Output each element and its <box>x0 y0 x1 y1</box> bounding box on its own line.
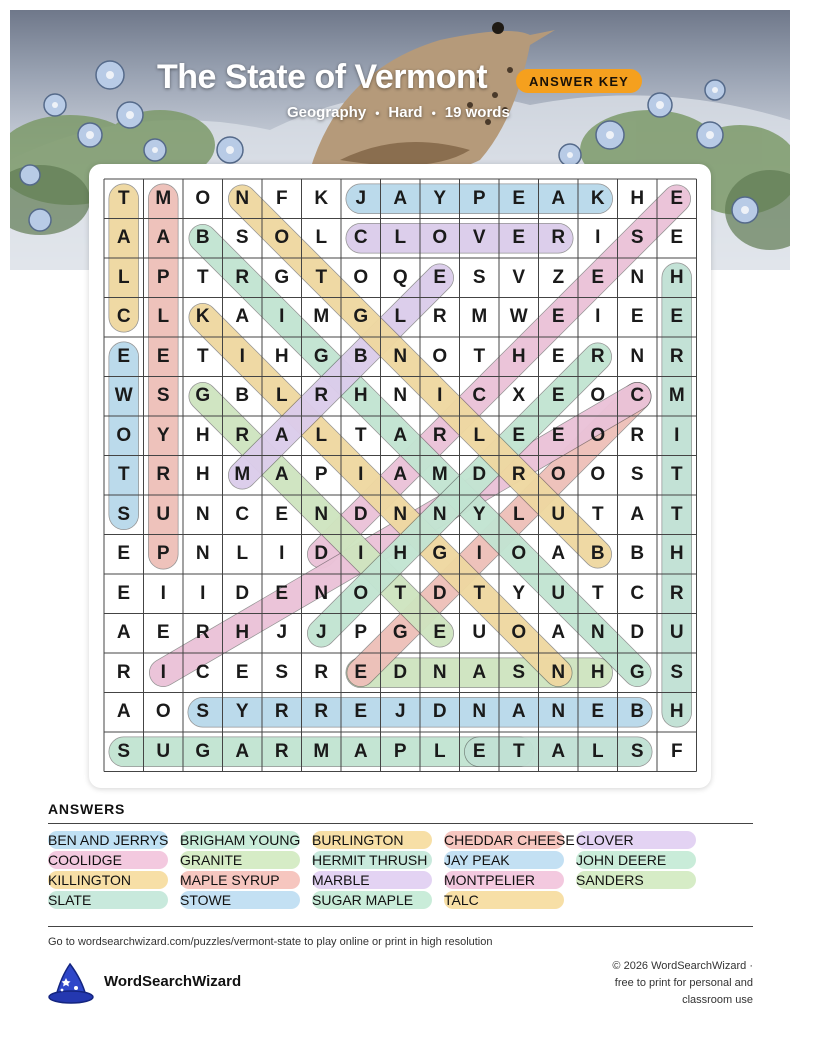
grid-cell[interactable]: O <box>155 701 171 723</box>
grid-cell[interactable]: E <box>512 187 526 209</box>
grid-cell[interactable]: A <box>116 701 131 723</box>
grid-cell[interactable]: E <box>433 266 447 288</box>
grid-cell[interactable]: C <box>630 582 645 604</box>
grid-cell[interactable]: T <box>315 266 328 288</box>
grid-cell[interactable]: I <box>239 345 245 367</box>
grid-cell[interactable]: E <box>354 701 368 723</box>
grid-cell[interactable]: U <box>156 503 171 525</box>
grid-cell[interactable]: C <box>195 661 210 683</box>
grid-cell[interactable]: R <box>590 345 605 367</box>
grid-cell[interactable]: B <box>590 543 605 565</box>
grid-cell[interactable]: Y <box>235 701 249 723</box>
grid-cell[interactable]: B <box>630 543 645 565</box>
grid-cell[interactable]: K <box>195 306 210 328</box>
grid-cell[interactable]: O <box>353 582 369 604</box>
grid-cell[interactable]: E <box>630 306 644 328</box>
answer-word: KILLINGTON <box>48 871 168 889</box>
answer-word: MARBLE <box>312 871 432 889</box>
grid-cell[interactable]: D <box>314 543 329 565</box>
grid-cell[interactable]: N <box>393 385 408 407</box>
word-count-label: 19 words <box>444 104 510 121</box>
grid-cell[interactable]: I <box>437 385 443 407</box>
grid-cell[interactable]: E <box>551 306 565 328</box>
grid-cell[interactable]: M <box>431 464 448 486</box>
grid-cell[interactable]: L <box>236 543 249 565</box>
grid-cell[interactable]: E <box>433 622 447 644</box>
grid-cell[interactable]: R <box>432 424 447 446</box>
grid-cell[interactable]: R <box>156 464 171 486</box>
grid-cell[interactable]: S <box>630 464 644 486</box>
grid-cell[interactable]: D <box>432 701 447 723</box>
grid-cell[interactable]: A <box>551 740 566 762</box>
grid-cell[interactable]: T <box>591 503 604 525</box>
grid-cell[interactable]: H <box>630 187 645 209</box>
grid-cell[interactable]: R <box>274 740 289 762</box>
copyright-line-1: © 2026 WordSearchWizard · <box>612 960 753 972</box>
grid-cell[interactable]: A <box>353 740 368 762</box>
grid-cell[interactable]: N <box>314 503 329 525</box>
grid-cell[interactable]: L <box>591 740 604 762</box>
grid-cell[interactable]: G <box>313 345 329 367</box>
answer-word: SANDERS <box>576 871 696 889</box>
grid-cell[interactable]: C <box>116 306 131 328</box>
grid-cell[interactable]: E <box>551 345 565 367</box>
footer-divider <box>48 926 753 927</box>
grid-cell[interactable]: T <box>512 740 525 762</box>
answer-word: SUGAR MAPLE <box>312 891 432 909</box>
grid-cell[interactable]: L <box>117 266 130 288</box>
grid-cell[interactable]: D <box>472 464 487 486</box>
answer-word: JAY PEAK <box>444 851 564 869</box>
grid-cell[interactable]: N <box>551 701 566 723</box>
grid-cell[interactable]: M <box>155 187 172 209</box>
grid-cell[interactable]: R <box>511 464 526 486</box>
grid-cell[interactable]: N <box>195 543 210 565</box>
grid-cell[interactable]: L <box>433 740 446 762</box>
grid-cell[interactable]: S <box>472 266 486 288</box>
grid-cell[interactable]: P <box>354 622 368 644</box>
grid-cell[interactable]: E <box>591 266 605 288</box>
grid-cell[interactable]: A <box>274 464 289 486</box>
grid-cell[interactable]: Y <box>433 187 447 209</box>
grid-cell[interactable]: B <box>630 701 645 723</box>
grid-cell[interactable]: R <box>274 701 289 723</box>
grid-cell[interactable]: L <box>275 385 288 407</box>
grid-cell[interactable]: M <box>668 385 685 407</box>
answer-word: JOHN DEERE <box>576 851 696 869</box>
grid-cell[interactable]: N <box>235 187 250 209</box>
grid-cell[interactable]: T <box>117 187 130 209</box>
answer-word: SLATE <box>48 891 168 909</box>
grid-cell[interactable]: T <box>394 582 407 604</box>
grid-cell[interactable]: N <box>432 503 447 525</box>
grid-cell[interactable]: S <box>235 227 249 249</box>
grid-cell[interactable]: T <box>591 582 604 604</box>
grid-cell[interactable]: Y <box>156 424 170 446</box>
grid-cell[interactable]: H <box>669 701 684 723</box>
grid-cell[interactable]: I <box>595 227 601 249</box>
grid-cell[interactable]: T <box>473 345 486 367</box>
grid-cell[interactable]: V <box>512 266 526 288</box>
answer-word: GRANITE <box>180 851 300 869</box>
grid-cell[interactable]: P <box>393 740 407 762</box>
grid-cell[interactable]: D <box>235 582 250 604</box>
grid-cell[interactable]: R <box>551 227 566 249</box>
grid-cell[interactable]: N <box>393 503 408 525</box>
grid-cell[interactable]: J <box>394 701 406 723</box>
answers-heading: ANSWERS <box>48 801 126 817</box>
grid-cell[interactable]: N <box>195 503 210 525</box>
grid-cell[interactable]: M <box>313 306 330 328</box>
grid-cell[interactable]: P <box>156 543 170 565</box>
grid-cell[interactable]: E <box>275 503 289 525</box>
grid-cell[interactable]: R <box>669 345 684 367</box>
grid-cell[interactable]: E <box>512 227 526 249</box>
category-label: Geography <box>287 104 367 121</box>
grid-cell[interactable]: A <box>235 306 250 328</box>
grid-cell[interactable]: S <box>117 503 131 525</box>
grid-cell[interactable]: N <box>630 266 645 288</box>
grid-cell[interactable]: E <box>117 345 131 367</box>
grid-cell[interactable]: T <box>670 503 683 525</box>
grid-cell[interactable]: L <box>473 424 486 446</box>
grid-cell[interactable]: D <box>353 503 368 525</box>
grid-cell[interactable]: A <box>274 424 289 446</box>
grid-cell[interactable]: O <box>550 464 566 486</box>
answer-word: BURLINGTON <box>312 831 432 849</box>
answer-word: CHEDDAR CHEESE <box>444 832 575 848</box>
grid-cell[interactable]: I <box>595 306 601 328</box>
copyright-line-2: free to print for personal and <box>614 977 753 989</box>
grid-cell[interactable]: A <box>235 740 250 762</box>
answer-word: CLOVER <box>576 831 696 849</box>
grid-cell[interactable]: X <box>512 385 526 407</box>
grid-cell[interactable]: A <box>630 503 645 525</box>
grid-cell[interactable]: C <box>472 385 487 407</box>
grid-cell[interactable]: C <box>353 227 368 249</box>
grid-cell[interactable]: S <box>630 227 644 249</box>
grid-cell[interactable]: B <box>195 227 210 249</box>
grid-cell[interactable]: S <box>512 661 526 683</box>
grid-cell[interactable]: R <box>314 385 329 407</box>
grid-cell[interactable]: R <box>235 424 250 446</box>
page-title: The State of Vermont <box>157 58 488 96</box>
grid-cell[interactable]: R <box>235 266 250 288</box>
grid-cell[interactable]: N <box>472 701 487 723</box>
grid-cell[interactable]: J <box>315 622 327 644</box>
grid-cell[interactable]: J <box>355 187 367 209</box>
grid-cell[interactable]: H <box>669 543 684 565</box>
grid-cell[interactable]: O <box>353 266 369 288</box>
grid-cell[interactable]: E <box>670 227 684 249</box>
grid-cell[interactable]: L <box>394 306 407 328</box>
grid-cell[interactable]: G <box>392 622 408 644</box>
grid-cell[interactable]: E <box>512 424 526 446</box>
grid-cell[interactable]: N <box>393 345 408 367</box>
grid-cell[interactable]: K <box>314 187 329 209</box>
grid-cell[interactable]: I <box>476 543 482 565</box>
grid-cell[interactable]: C <box>235 503 250 525</box>
grid-cell[interactable]: W <box>114 385 133 407</box>
grid-cell[interactable]: T <box>354 424 367 446</box>
grid-cell[interactable]: L <box>315 227 328 249</box>
grid-cell[interactable]: R <box>630 424 645 446</box>
grid-cell[interactable]: O <box>511 622 527 644</box>
grid-cell[interactable]: E <box>156 345 170 367</box>
answer-word: TALC <box>444 891 564 909</box>
grid-cell[interactable]: S <box>196 701 210 723</box>
grid-cell[interactable]: A <box>116 622 131 644</box>
grid-cell[interactable]: H <box>393 543 408 565</box>
grid-cell[interactable]: U <box>472 622 487 644</box>
grid-cell[interactable]: I <box>674 424 680 446</box>
grid-cell[interactable]: A <box>393 464 408 486</box>
grid-cell[interactable]: O <box>195 187 211 209</box>
grid-cell[interactable]: O <box>590 464 606 486</box>
grid-cell[interactable]: O <box>432 227 448 249</box>
grid-cell[interactable]: U <box>156 740 171 762</box>
grid-cell[interactable]: P <box>156 266 170 288</box>
grid-cell[interactable]: V <box>472 227 486 249</box>
grid-cell[interactable]: N <box>590 622 605 644</box>
grid-cell[interactable]: E <box>117 582 131 604</box>
grid-cell[interactable]: E <box>354 661 368 683</box>
grid-cell[interactable]: E <box>235 661 249 683</box>
grid-cell[interactable]: R <box>116 661 131 683</box>
puzzle-meta: Geography • Hard • 19 words <box>287 104 510 121</box>
answer-word: STOWE <box>180 891 300 909</box>
grid-cell[interactable]: A <box>156 227 171 249</box>
grid-cell[interactable]: N <box>551 661 566 683</box>
grid-cell[interactable]: D <box>630 622 645 644</box>
grid-cell[interactable]: I <box>200 582 206 604</box>
grid-cell[interactable]: N <box>630 345 645 367</box>
grid-cell[interactable]: Y <box>472 503 486 525</box>
grid-cell[interactable]: E <box>472 740 486 762</box>
grid-cell[interactable]: T <box>196 345 209 367</box>
grid-cell[interactable]: L <box>512 503 525 525</box>
grid-cell[interactable]: K <box>590 187 605 209</box>
grid-cell[interactable]: G <box>195 740 211 762</box>
grid-cell[interactable]: A <box>393 187 408 209</box>
grid-cell[interactable]: A <box>551 543 566 565</box>
grid-cell[interactable]: J <box>276 622 288 644</box>
grid-cell[interactable]: L <box>394 227 407 249</box>
grid-cell[interactable]: B <box>353 345 368 367</box>
grid-cell[interactable]: U <box>551 503 566 525</box>
grid-cell[interactable]: I <box>160 582 166 604</box>
grid-cell[interactable]: H <box>511 345 526 367</box>
grid-cell[interactable]: G <box>629 661 645 683</box>
grid-cell[interactable]: O <box>511 543 527 565</box>
difficulty-label: Hard <box>388 104 423 121</box>
grid-cell[interactable]: H <box>274 345 289 367</box>
grid-cell[interactable]: E <box>156 622 170 644</box>
grid-cell[interactable]: F <box>275 187 288 209</box>
grid-cell[interactable]: R <box>314 701 329 723</box>
puzzle-grid <box>104 179 697 772</box>
grid-cell[interactable]: I <box>358 543 364 565</box>
grid-cell[interactable]: S <box>670 661 684 683</box>
grid-cell[interactable]: L <box>315 424 328 446</box>
wizard-hat-icon <box>46 962 94 1006</box>
grid-cell[interactable]: H <box>195 424 210 446</box>
grid-cell[interactable]: A <box>551 187 566 209</box>
grid-cell[interactable]: G <box>195 385 211 407</box>
grid-cell[interactable]: R <box>432 306 447 328</box>
grid-cell[interactable]: E <box>551 424 565 446</box>
grid-cell[interactable]: E <box>591 701 605 723</box>
brand-name: WordSearchWizard <box>104 973 242 990</box>
grid-cell[interactable]: H <box>669 266 684 288</box>
grid-cell[interactable]: F <box>670 740 683 762</box>
copyright-line-3: classroom use <box>682 994 753 1006</box>
grid-cell[interactable]: U <box>551 582 566 604</box>
grid-cell[interactable]: T <box>196 266 209 288</box>
grid-cell[interactable]: E <box>670 187 684 209</box>
grid-cell[interactable]: O <box>590 424 606 446</box>
grid-cell[interactable]: L <box>157 306 170 328</box>
grid-cell[interactable]: S <box>117 740 131 762</box>
grid-cell[interactable]: E <box>551 385 565 407</box>
grid-cell[interactable]: O <box>432 345 448 367</box>
answer-word: MAPLE SYRUP <box>180 871 300 889</box>
grid-cell[interactable]: W <box>509 306 528 328</box>
grid-cell[interactable]: R <box>195 622 210 644</box>
answers-divider <box>48 823 753 824</box>
grid-cell[interactable]: P <box>472 187 486 209</box>
grid-cell[interactable]: H <box>195 464 210 486</box>
grid-cell[interactable]: A <box>393 424 408 446</box>
grid-cell[interactable]: E <box>275 582 289 604</box>
grid-cell[interactable]: D <box>432 582 447 604</box>
grid-cell[interactable]: Z <box>552 266 565 288</box>
grid-cell[interactable]: Y <box>512 582 526 604</box>
grid-cell[interactable]: M <box>313 740 330 762</box>
grid-cell[interactable]: O <box>274 227 290 249</box>
grid-cell[interactable]: M <box>234 464 251 486</box>
grid-cell[interactable]: G <box>353 306 369 328</box>
grid-cell[interactable]: A <box>551 622 566 644</box>
grid-cell[interactable]: R <box>314 661 329 683</box>
copyright-notice <box>573 958 753 1009</box>
grid-cell[interactable]: G <box>432 543 448 565</box>
grid-cell[interactable]: O <box>590 385 606 407</box>
grid-cell[interactable]: M <box>471 306 488 328</box>
grid-cell[interactable]: O <box>116 424 132 446</box>
grid-cell[interactable]: T <box>117 464 130 486</box>
grid-cell[interactable]: S <box>275 661 289 683</box>
grid-cell[interactable]: S <box>630 740 644 762</box>
grid-cell[interactable]: N <box>314 582 329 604</box>
grid-cell[interactable]: A <box>511 701 526 723</box>
answer-word: COOLIDGE <box>48 851 168 869</box>
grid-cell[interactable]: U <box>669 622 684 644</box>
grid-cell[interactable]: P <box>314 464 328 486</box>
grid-cell[interactable]: B <box>235 385 250 407</box>
grid-cell[interactable]: E <box>117 543 131 565</box>
grid-cell[interactable]: T <box>670 464 683 486</box>
answer-word: MONTPELIER <box>444 871 564 889</box>
grid-cell[interactable]: E <box>670 306 684 328</box>
answer-word: BEN AND JERRYS <box>48 832 169 848</box>
answer-word: BRIGHAM YOUNG <box>180 832 301 848</box>
grid-cell[interactable]: H <box>590 661 605 683</box>
grid-cell[interactable]: I <box>358 464 364 486</box>
play-online-link[interactable]: Go to wordsearchwizard.com/puzzles/vermont-state to play online or print in high resolution <box>48 936 493 948</box>
grid-cell[interactable]: C <box>630 385 645 407</box>
grid-cell[interactable]: I <box>160 661 166 683</box>
grid-cell[interactable]: R <box>669 582 684 604</box>
grid-cell[interactable]: S <box>156 385 170 407</box>
grid-cell[interactable]: H <box>235 622 250 644</box>
answer-word: HERMIT THRUSH <box>312 851 432 869</box>
answer-key-badge: ANSWER KEY <box>516 69 642 93</box>
grid-cell[interactable]: Q <box>392 266 408 288</box>
grid-cell[interactable]: I <box>279 306 285 328</box>
grid-cell[interactable]: A <box>472 661 487 683</box>
grid-cell[interactable]: N <box>432 661 447 683</box>
grid-cell[interactable]: G <box>274 266 290 288</box>
grid-cell[interactable]: H <box>353 385 368 407</box>
grid-cell[interactable]: A <box>116 227 131 249</box>
grid-cell[interactable]: I <box>279 543 285 565</box>
grid-cell[interactable]: D <box>393 661 408 683</box>
grid-cell[interactable]: T <box>473 582 486 604</box>
